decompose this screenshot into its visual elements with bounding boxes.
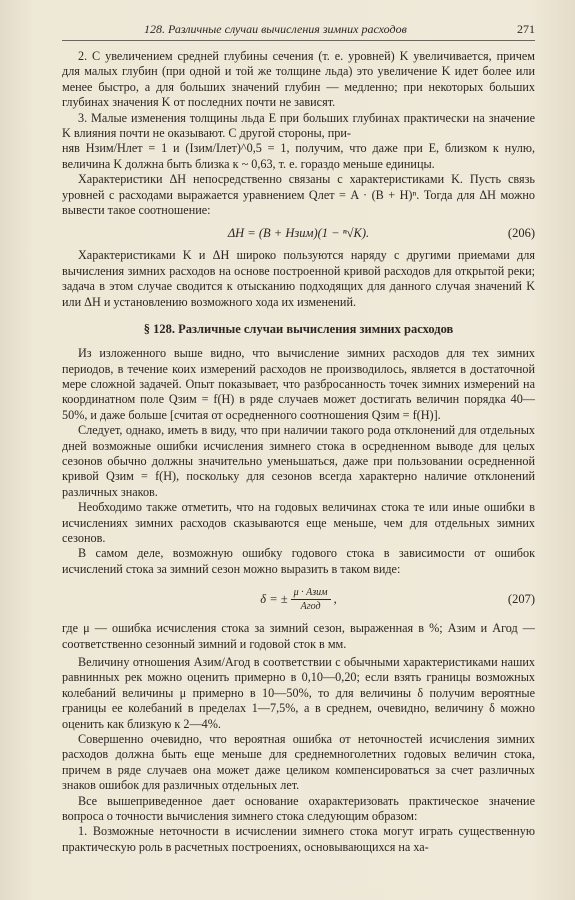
formula-207-left: δ = ± — [260, 591, 288, 606]
formula-207-numerator: μ · Aзим — [291, 587, 331, 600]
paragraph: Характеристиками K и ΔH широко пользуются наряду с другими приемами для вычисления зимних расходов на основе построенной кривой расходов для открытой реки; задача в этом случае сводится к отысканию подходящих для данного случая значений K или ΔH и установлению возможного хода их изменений. — [62, 248, 535, 309]
formula-207-denominator: Aгод — [300, 600, 321, 612]
paragraph: Все вышеприведенное дает основание охарактеризовать практическое значение вопроса о точности вычисления зимнего стока следующим образом: — [62, 793, 535, 824]
paragraph: Необходимо также отметить, что на годовых величинах стока те или иные ошибки в исчислениях зимних расходов сказываются еще меньше, чем для отдельных зимних сезонов. — [62, 500, 535, 545]
running-title: 128. Различные случаи вычисления зимних расходов — [144, 22, 407, 36]
formula-207 — [62, 577, 535, 621]
running-head — [62, 22, 535, 41]
paragraph: Характеристики ΔH непосредственно связаны с характеристиками K. Пусть связь уровней с расходами выражается уравнением Qлет = A · (B + H)ⁿ. Тогда для ΔH можно вывести такое соотношение: — [62, 172, 535, 218]
formula-206-expression: ΔH = (B + Hзим)(1 − ⁿ√K). — [227, 225, 370, 240]
formula-206-number: (206) — [507, 225, 535, 240]
paragraph: 3. Малые изменения толщины льда E при больших глубинах практически на значение K влияния почти не оказывают. С другой стороны, при- — [62, 110, 535, 141]
formula-207-number: (207) — [507, 591, 535, 606]
paragraph: няв Hзим/Hлет = 1 и (Iзим/Iлет)^0,5 = 1, получим, что даже при E, близком к нулю, величина K должна быть близка к ~ 0,63, т. е. гораздо меньше единицы. — [62, 141, 535, 171]
formula-206 — [62, 218, 535, 248]
formula-207-tail: , — [333, 591, 337, 606]
formula-207-fraction — [291, 587, 331, 612]
paragraph: Из изложенного выше видно, что вычисление зимних расходов для тех зимних периодов, в течение коих измерений расходов не производилось, является в достаточной мере сложной задачей. Опыт показывает, что разбросанность точек зимних измерений на координатном поле Qзим = f(H) в ряде случаев может достигать величин порядка 40—50%, и даже больше [считая от осредненного соотношения Qзим = f(H)]. — [62, 346, 535, 422]
paragraph: 2. С увеличением средней глубины сечения (т. е. уровней) K увеличивается, причем для малых глубин (при одной и той же толщине льда) это увеличение K идет более или менее быстро, а для больших значений глубин — медленно; при некоторых больших глубинах значения K от последних почти не зависят. — [62, 49, 535, 110]
paragraph: Совершенно очевидно, что вероятная ошибка от неточностей исчисления зимних расходов должна быть еще меньше для среднемноголетних годовых величин стока, причем в ряде случаев она может даже целиком компенсироваться за счет различных знаков ошибок для различных отдельных лет. — [62, 732, 535, 793]
paragraph: где μ — ошибка исчисления стока за зимний сезон, выраженная в %; Aзим и Aгод — соответственно сезонный зимний и годовой сток в мм. — [62, 621, 535, 651]
section-title: § 128. Различные случаи вычисления зимних расходов — [143, 322, 454, 337]
paragraph: Следует, однако, иметь в виду, что при наличии такого рода отклонений для отдельных дней возможные ошибки исчисления зимнего стока в осредненном выводе для целых сезонов обычно должны значительно уменьшаться, даже при пользовании осредненной кривой Qзим = f(H), поскольку для сезонов всегда характерно наличие отклонений различных знаков. — [62, 423, 535, 499]
paragraph: Величину отношения Aзим/Aгод в соответствии с обычными характеристиками наших равнинных рек можно оценить примерно в 0,10—0,20; если взять границы возможных колебаний величины μ примерно в 10—50%, то для величины δ получим вероятные границы ее колебаний в пределах 1—7,5%, а в среднем, очевидно, величину δ можно оценить как близкую к 2—4%. — [62, 655, 535, 731]
paragraph: 1. Возможные неточности в исчислении зимнего стока могут играть существенную практическую роль в расчетных построениях, основывающихся на ха- — [62, 824, 535, 854]
page-number: 271 — [517, 22, 535, 36]
paragraph: В самом деле, возможную ошибку годового стока в зависимости от ошибок исчислений стока за зимний сезон можно выразить в таком виде: — [62, 546, 535, 576]
